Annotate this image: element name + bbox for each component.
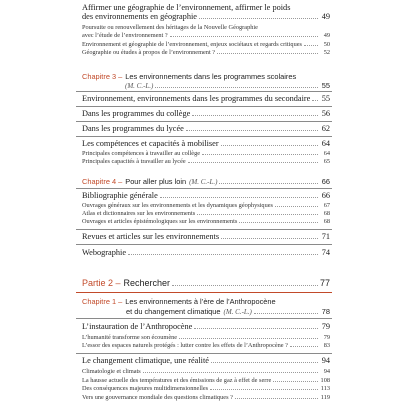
toc-entry-text: Affirmer une géographie de l’environnement, affirmer le poids <box>82 3 291 12</box>
page-number: 83 <box>323 342 330 349</box>
dot-leader <box>275 205 318 207</box>
dot-leader <box>273 380 318 382</box>
dot-leader <box>186 129 318 131</box>
section-divider <box>76 188 332 189</box>
page-number: 52 <box>323 49 330 56</box>
dot-leader <box>304 44 318 46</box>
toc-entry-text: Environnement, environnements dans les programmes du secondaire <box>82 94 311 103</box>
toc-entry-text: L’essor des espaces naturels protégés : lutter contre les effets de l’Anthropocène ? <box>82 342 288 349</box>
page-number: 78 <box>321 307 330 316</box>
dot-leader <box>235 397 318 399</box>
dot-leader <box>219 182 318 184</box>
dot-leader <box>211 361 318 363</box>
toc-entry-text: La hausse actuelle des températures et des émissions de gaz à effet de serre <box>82 377 272 384</box>
page-number: 56 <box>321 109 330 118</box>
page-number: 94 <box>323 368 330 375</box>
dot-leader <box>290 345 318 347</box>
page-number: 74 <box>321 248 330 257</box>
dot-leader <box>197 213 318 215</box>
chapter-number: Chapitre 4 – <box>82 177 123 186</box>
page-number: 94 <box>321 356 330 365</box>
dot-leader <box>155 86 318 88</box>
dot-leader <box>160 196 318 198</box>
toc-entry-text: Environnement et géographie de l’environnement, enjeux sociétaux et regards critiques <box>82 41 302 48</box>
page-number: 68 <box>323 218 330 225</box>
toc-entry-text: Vers une gouvernance mondiale des questions climatiques ? <box>82 394 233 401</box>
chapter-title: et du changement climatique <box>126 307 221 316</box>
dot-leader <box>188 161 318 163</box>
page-number: 55 <box>321 81 330 90</box>
toc-entry-text: L’humanité transforme son écoumène <box>82 334 178 341</box>
toc-entry-text: Atlas et dictionnaires sur les environnements <box>82 210 196 217</box>
dot-leader <box>143 371 318 373</box>
toc-entry-text: Principales compétences à travailler au collège <box>82 150 201 157</box>
toc-entry-text: Climatologie et climats <box>82 368 141 375</box>
page-number: 49 <box>321 12 330 21</box>
toc-entry-text: Des conséquences majeures multidimensionnelles <box>82 385 209 392</box>
toc-entry-text: Ouvrages et articles épistémologiques sur les environnements <box>82 218 238 225</box>
chapter-author: (M. C.-L.) <box>223 308 252 316</box>
page-number: 64 <box>321 139 330 148</box>
section-divider <box>76 318 332 319</box>
page-number: 50 <box>323 41 330 48</box>
dot-leader <box>217 52 318 54</box>
chapter-number: Chapitre 1 – <box>82 297 123 306</box>
page-number: 113 <box>320 385 330 392</box>
dot-leader <box>210 388 318 390</box>
section-divider <box>76 244 332 245</box>
dot-leader <box>199 17 318 19</box>
dot-leader <box>128 253 318 255</box>
page-number: 79 <box>321 322 330 331</box>
part-title: Rechercher <box>123 278 171 288</box>
section-divider <box>76 353 332 354</box>
chapter-author: (M. C.-L.) <box>125 82 154 90</box>
toc-entry-text: L’instauration de l’Anthropocène <box>82 322 193 331</box>
toc-entry-text: Ouvrages généraux sur les environnements et les dynamiques géophysiques <box>82 202 273 209</box>
page-number: 62 <box>321 124 330 133</box>
toc-entry-text: Poursuite ou renouvellement des héritages de la Nouvelle Géographie <box>82 24 258 31</box>
page-number: 77 <box>319 278 330 288</box>
dot-leader <box>221 144 318 146</box>
page-number: 68 <box>323 210 330 217</box>
dot-leader <box>172 284 318 286</box>
chapter-number: Chapitre 3 – <box>82 72 123 81</box>
page-number: 66 <box>321 191 330 200</box>
chapter-author: (M. C.-L.) <box>189 178 218 186</box>
page-number: 79 <box>323 334 330 341</box>
dot-leader <box>194 327 318 329</box>
dot-leader <box>254 312 318 314</box>
section-divider <box>76 229 332 230</box>
page-number: 108 <box>320 377 330 384</box>
toc-entry-text: Les compétences et capacités à mobiliser <box>82 139 219 148</box>
toc-entry-text: Webographie <box>82 248 127 257</box>
dot-leader <box>192 114 318 116</box>
part-number: Partie 2 – <box>82 278 121 288</box>
page-number: 65 <box>323 158 330 165</box>
toc-entry-text: avec l’étude de l’environnement ? <box>82 32 168 39</box>
toc-entry-text: Le changement climatique, une réalité <box>82 356 209 365</box>
section-divider <box>76 121 332 122</box>
section-divider <box>76 106 332 107</box>
dot-leader <box>239 221 318 223</box>
section-divider <box>76 136 332 137</box>
page-number: 119 <box>320 394 330 401</box>
page-number: 71 <box>321 232 330 241</box>
toc-entry-text: Bibliographie générale <box>82 191 158 200</box>
page-number: 55 <box>321 94 330 103</box>
toc-entry-text: Dans les programmes du lycée <box>82 124 184 133</box>
chapter-title: Les environnements dans les programmes scolaires <box>125 72 297 81</box>
dot-leader <box>312 99 318 101</box>
dot-leader <box>202 153 318 155</box>
part-rule <box>76 292 332 293</box>
page-number: 64 <box>323 150 330 157</box>
dot-leader <box>179 337 318 339</box>
page-number: 66 <box>321 177 330 186</box>
toc-entry-text: Revues et articles sur les environnements <box>82 232 220 241</box>
section-divider <box>76 91 332 92</box>
chapter-title: Pour aller plus loin <box>125 177 187 186</box>
toc-entry-text: des environnements en géographie <box>82 12 197 21</box>
dot-leader <box>221 237 318 239</box>
page-number: 49 <box>323 32 330 39</box>
toc-entry-text: Géographie ou études à propos de l’environnement ? <box>82 49 216 56</box>
page-number: 67 <box>323 202 330 209</box>
toc-entry-text: Principales capacités à travailler au lycée <box>82 158 186 165</box>
chapter-title: Les environnements à l’ère de l’Anthropocène <box>125 297 276 306</box>
dot-leader <box>170 35 318 37</box>
toc-entry-text: Dans les programmes du collège <box>82 109 191 118</box>
